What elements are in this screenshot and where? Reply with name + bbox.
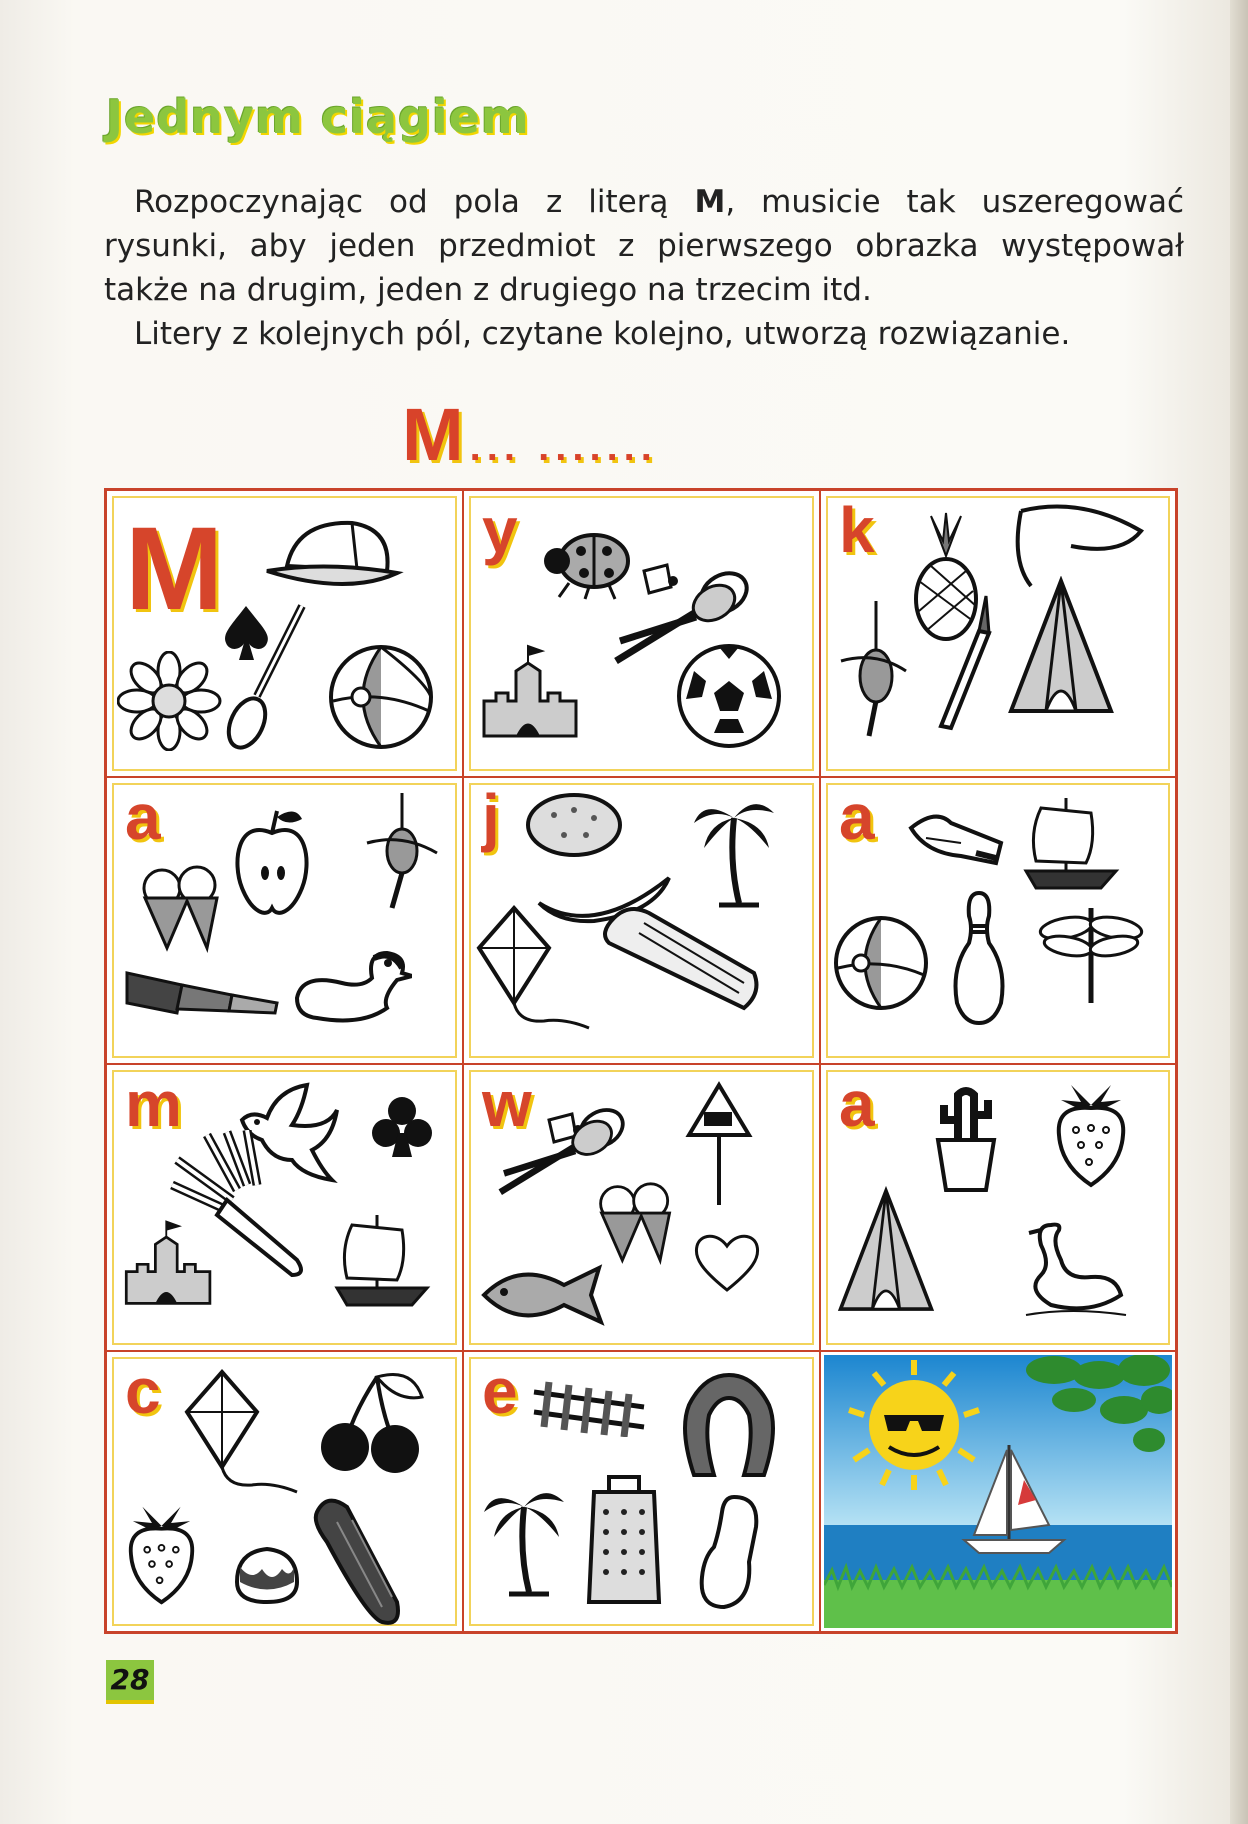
apple-icon	[227, 803, 317, 923]
grid-cell-1	[107, 491, 464, 778]
cap-icon	[257, 511, 407, 601]
kite-icon	[182, 1367, 302, 1507]
instructions-text: , musicie tak uszeregować rysunki, aby jeden przedmiot z pierwszego obrazka występował także na drugim, jeden z drugiego na trzecim itd.	[104, 184, 1184, 308]
ice-cream-icon	[594, 1180, 679, 1265]
telescope-icon	[122, 963, 282, 1023]
fishing-float-icon	[362, 793, 442, 913]
soccer-ball-icon	[674, 641, 784, 751]
answer-blanks: ... .......	[469, 425, 658, 469]
instructions-paragraph-2: Litery z kolejnych pól, czytane kolejno, utworzą rozwiązanie.	[134, 316, 1071, 352]
cell-letter: a	[125, 781, 161, 853]
beach-scene	[824, 1355, 1172, 1628]
cell-letter: w	[482, 1068, 532, 1140]
cucumber-icon	[307, 1492, 407, 1631]
sailboat-icon	[1021, 793, 1121, 893]
cell-letter: j	[482, 781, 500, 853]
strawberry-icon	[1051, 1080, 1131, 1190]
peanut-icon	[694, 1492, 764, 1612]
fishing-float-icon	[831, 601, 911, 741]
beach-ball-icon	[325, 641, 437, 753]
cake-icon	[232, 1537, 302, 1607]
dragonfly-icon	[1036, 898, 1146, 1008]
cell-letter: M	[125, 503, 224, 635]
cell-letter: m	[125, 1068, 182, 1140]
swan-icon	[1021, 1215, 1131, 1325]
grid-cell-12	[821, 1352, 1175, 1631]
bowling-pin-icon	[949, 888, 1009, 1028]
cookie-icon	[524, 790, 624, 860]
air-mattress-icon	[594, 898, 764, 1018]
puzzle-grid	[104, 488, 1178, 1634]
page-edge	[1230, 0, 1248, 1824]
beach-scene-illustration	[824, 1355, 1172, 1628]
tent-icon	[1006, 576, 1116, 716]
grid-cell-5	[464, 778, 821, 1065]
page-title: Jednym ciągiem	[106, 90, 530, 144]
grid-cell-11	[464, 1352, 821, 1631]
answer-line	[402, 393, 658, 484]
grater-icon	[584, 1472, 664, 1607]
cherries-icon	[317, 1367, 427, 1477]
rail-track-icon	[529, 1377, 649, 1437]
paddle-icon	[222, 601, 312, 751]
cell-letter: y	[482, 494, 518, 566]
horseshoe-icon	[679, 1370, 779, 1480]
ice-cream-icon	[137, 863, 227, 953]
club-icon	[372, 1095, 432, 1160]
daisy-icon	[117, 651, 222, 751]
grid-cell-2	[464, 491, 821, 778]
grid-cell-6	[821, 778, 1175, 1065]
cell-letter: c	[125, 1355, 161, 1427]
grid-cell-3	[821, 491, 1175, 778]
cell-letter: a	[839, 781, 875, 853]
kite-icon	[474, 903, 594, 1043]
sandcastle-icon	[476, 641, 586, 741]
paintbrush-icon	[931, 591, 1001, 731]
tent-icon	[836, 1185, 936, 1315]
instructions-text: Rozpoczynając od pola z literą	[134, 184, 695, 220]
duck-icon	[292, 948, 412, 1028]
cell-letter: k	[839, 494, 875, 566]
cell-letter: a	[839, 1068, 875, 1140]
instructions-paragraph-1	[104, 180, 1184, 312]
instructions	[104, 180, 1184, 356]
instructions-bold-letter: M	[694, 184, 726, 220]
grid-cell-8	[464, 1065, 821, 1352]
grid-cell-4	[107, 778, 464, 1065]
grid-cell-7	[107, 1065, 464, 1352]
beach-ball-icon	[831, 913, 931, 1013]
train-sign-icon	[684, 1080, 754, 1210]
heart-icon	[692, 1230, 762, 1295]
strawberry-icon	[119, 1502, 204, 1607]
sandcastle-icon	[119, 1215, 219, 1310]
cactus-icon	[926, 1085, 1006, 1195]
grid-cell-9	[821, 1065, 1175, 1352]
flipper-icon	[906, 808, 1006, 868]
fish-icon	[479, 1260, 609, 1330]
palm-tree-icon	[479, 1482, 569, 1602]
grid-cell-10	[107, 1352, 464, 1631]
page-number: 28	[106, 1660, 154, 1704]
answer-first-letter: M	[402, 393, 464, 476]
palm-tree-icon	[689, 793, 779, 913]
sailboat-icon	[332, 1210, 432, 1310]
cell-letter: e	[482, 1355, 518, 1427]
